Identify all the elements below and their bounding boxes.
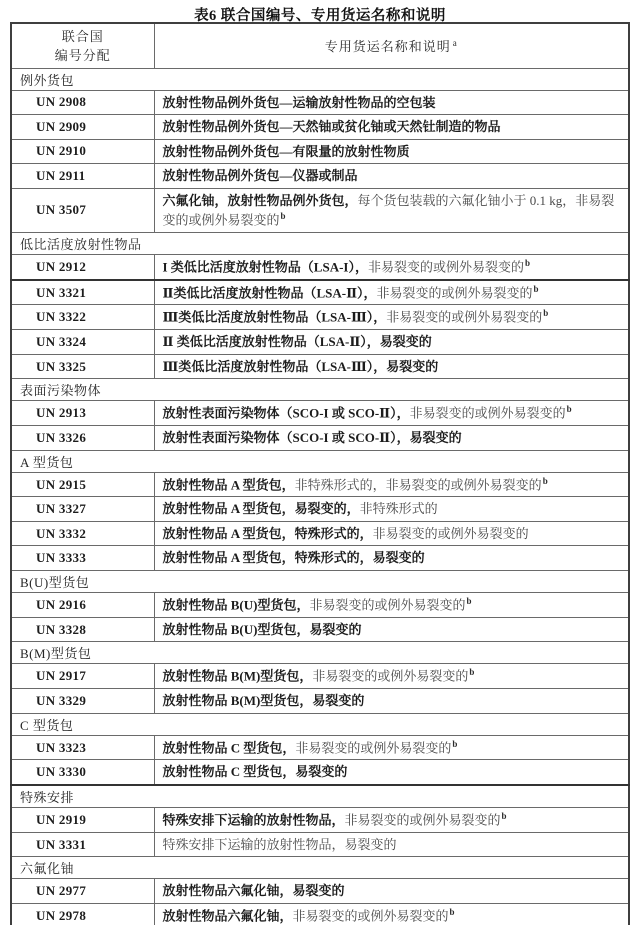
footnote-marker: b — [280, 211, 286, 221]
section-row — [11, 857, 629, 879]
description-light: 非易裂变的或例外易裂变的 — [368, 259, 525, 275]
table-row — [11, 497, 629, 522]
description-cell — [154, 330, 629, 355]
un-number: UN 2913 — [11, 401, 154, 426]
description-light: 非易裂变的或例外易裂变的 — [292, 908, 449, 924]
section-label: A 型货包 — [11, 450, 629, 472]
description-bold: Ⅱ 类低比活度放射性物品（LSA-Ⅱ），易裂变的 — [162, 334, 432, 350]
description-cell — [154, 664, 629, 689]
table-row — [11, 254, 629, 279]
name-column-header — [154, 23, 629, 68]
description-cell — [154, 903, 629, 925]
table-body — [11, 68, 629, 925]
table-row — [11, 305, 629, 330]
un-number: UN 3329 — [11, 689, 154, 714]
un-number: UN 3333 — [11, 546, 154, 571]
description-light: 特殊安排下运输的放射性物品，易裂变的 — [162, 836, 397, 852]
description-cell — [154, 254, 629, 279]
description-cell — [154, 521, 629, 546]
table-row — [11, 90, 629, 115]
description-bold: 放射性物品六氟化铀，易裂变的 — [162, 883, 345, 899]
description-bold: Ⅱ类低比活度放射性物品（LSA-Ⅱ）， — [162, 284, 377, 300]
un-number: UN 3328 — [11, 617, 154, 642]
description-bold: 放射性物品 B(U)型货包， — [162, 597, 310, 613]
un-column-header-line1: 联合国 — [61, 28, 104, 44]
un-number: UN 3507 — [11, 188, 154, 232]
description-cell — [154, 807, 629, 832]
table-row — [11, 760, 629, 785]
section-row — [11, 379, 629, 401]
un-number: UN 2911 — [11, 164, 154, 189]
header-row — [11, 23, 629, 68]
section-row — [11, 642, 629, 664]
description-light: 非易裂变的或例外易裂变的 — [409, 405, 566, 421]
description-cell — [154, 426, 629, 451]
footnote-marker: b — [469, 667, 475, 678]
un-column-header — [11, 23, 154, 68]
table-row — [11, 521, 629, 546]
name-column-header-label: 专用货运名称和说明 — [324, 39, 451, 55]
table-row — [11, 689, 629, 714]
table-row — [11, 903, 629, 925]
un-numbers-table — [10, 22, 630, 925]
footnote-marker: b — [542, 475, 548, 486]
description-cell — [154, 689, 629, 714]
description-bold: 特殊安排下运输的放射性物品， — [162, 812, 345, 828]
un-number: UN 3324 — [11, 330, 154, 355]
un-number: UN 3321 — [11, 280, 154, 305]
description-cell — [154, 879, 629, 904]
table-row — [11, 139, 629, 164]
un-number: UN 3332 — [11, 521, 154, 546]
section-label: 例外货包 — [11, 68, 629, 90]
un-number: UN 3327 — [11, 497, 154, 522]
footnote-marker: b — [449, 906, 455, 917]
description-cell — [154, 115, 629, 140]
description-light: 非易裂变的或例外易裂变的 — [309, 597, 466, 613]
description-cell — [154, 735, 629, 760]
description-cell — [154, 164, 629, 189]
section-row — [11, 232, 629, 254]
table-row — [11, 807, 629, 832]
description-light: 非易裂变的或例外易裂变的 — [312, 668, 469, 684]
un-number: UN 2916 — [11, 592, 154, 617]
description-bold: 放射性物品 B(U)型货包，易裂变的 — [162, 621, 362, 637]
description-cell — [154, 832, 629, 857]
footnote-marker: b — [501, 810, 507, 821]
un-number: UN 2917 — [11, 664, 154, 689]
description-bold: 放射性物品 B(M)型货包， — [162, 668, 313, 684]
section-label: 低比活度放射性物品 — [11, 232, 629, 254]
table-row — [11, 546, 629, 571]
description-bold: I 类低比活度放射性物品（LSA-I）， — [162, 259, 368, 275]
un-number: UN 2908 — [11, 90, 154, 115]
un-number: UN 2909 — [11, 115, 154, 140]
description-bold: 放射性物品 A 型货包，特殊形式的，易裂变的 — [162, 550, 425, 566]
un-number: UN 2912 — [11, 254, 154, 279]
description-light: 每个货包装载的六氟化铀小于 0.1 kg，非易裂变的或例外易裂变的 — [162, 192, 615, 228]
description-bold: 放射性物品 B(M)型货包，易裂变的 — [162, 693, 365, 709]
table-row — [11, 426, 629, 451]
description-light: 非特殊形式的 — [359, 501, 438, 517]
section-label: 六氟化铀 — [11, 857, 629, 879]
section-label: C 型货包 — [11, 713, 629, 735]
description-bold: 放射性物品 A 型货包，易裂变的， — [162, 501, 360, 517]
description-cell — [154, 139, 629, 164]
description-bold: 放射性物品 A 型货包，特殊形式的， — [162, 525, 373, 541]
description-cell — [154, 546, 629, 571]
table-row — [11, 401, 629, 426]
table-row — [11, 472, 629, 497]
description-bold: 放射性物品例外货包—有限量的放射性物质 — [162, 143, 410, 159]
description-bold: 放射性物品例外货包—天然铀或贫化铀或天然钍制造的物品 — [162, 119, 501, 134]
un-number: UN 3325 — [11, 354, 154, 379]
footnote-marker: b — [466, 595, 472, 606]
description-bold: 放射性物品例外货包—仪器或制品 — [162, 168, 358, 183]
description-cell — [154, 401, 629, 426]
un-number: UN 3326 — [11, 426, 154, 451]
un-column-header-line2: 编号分配 — [54, 47, 111, 63]
table-row — [11, 832, 629, 857]
description-cell — [154, 472, 629, 497]
table-row — [11, 354, 629, 379]
description-cell — [154, 188, 629, 232]
section-row — [11, 785, 629, 808]
description-bold: 六氟化铀，放射性物品例外货包， — [162, 192, 358, 208]
un-number: UN 3322 — [11, 305, 154, 330]
description-light: 非易裂变的或例外易裂变的 — [372, 525, 529, 541]
table-row — [11, 879, 629, 904]
table-row — [11, 592, 629, 617]
description-light: 非易裂变的或例外易裂变的 — [344, 812, 501, 828]
description-cell — [154, 760, 629, 785]
description-bold: Ⅲ类低比活度放射性物品（LSA-Ⅲ）， — [162, 309, 387, 325]
description-cell — [154, 90, 629, 115]
section-row — [11, 68, 629, 90]
footnote-a-marker: a — [452, 37, 458, 48]
description-bold: 放射性物品六氟化铀， — [162, 908, 293, 924]
description-cell — [154, 592, 629, 617]
footnote-marker: b — [452, 738, 458, 749]
description-light: 非特殊形式的，非易裂变的或例外易裂变的 — [294, 476, 542, 492]
description-light: 非易裂变的或例外易裂变的 — [386, 309, 543, 325]
footnote-marker: b — [533, 283, 539, 294]
section-label: B(U)型货包 — [11, 570, 629, 592]
description-light: 非易裂变的或例外易裂变的 — [376, 284, 533, 300]
un-number: UN 2919 — [11, 807, 154, 832]
section-label: 特殊安排 — [11, 785, 629, 808]
description-bold: 放射性物品 A 型货包， — [162, 476, 295, 492]
table-row — [11, 617, 629, 642]
description-cell — [154, 617, 629, 642]
description-bold: 放射性物品 C 型货包，易裂变的 — [162, 764, 348, 780]
table-title: 表6 联合国编号、专用货运名称和说明 — [194, 8, 446, 24]
table-row — [11, 164, 629, 189]
un-number: UN 2915 — [11, 472, 154, 497]
un-number: UN 3331 — [11, 832, 154, 857]
table-row — [11, 188, 629, 232]
description-cell — [154, 305, 629, 330]
un-number: UN 2977 — [11, 879, 154, 904]
un-number: UN 2910 — [11, 139, 154, 164]
description-bold: Ⅲ类低比活度放射性物品（LSA-Ⅲ），易裂变的 — [162, 358, 439, 374]
un-number: UN 3323 — [11, 735, 154, 760]
table-row — [11, 664, 629, 689]
description-cell — [154, 497, 629, 522]
section-row — [11, 450, 629, 472]
section-row — [11, 713, 629, 735]
section-label: 表面污染物体 — [11, 379, 629, 401]
description-light: 非易裂变的或例外易裂变的 — [295, 739, 452, 755]
un-number: UN 2978 — [11, 903, 154, 925]
description-bold: 放射性物品例外货包—运输放射性物品的空包装 — [162, 94, 436, 110]
description-cell — [154, 354, 629, 379]
table-row — [11, 330, 629, 355]
description-bold: 放射性表面污染物体（SCO-I 或 SCO-Ⅱ），易裂变的 — [162, 430, 462, 446]
section-label: B(M)型货包 — [11, 642, 629, 664]
un-number: UN 3330 — [11, 760, 154, 785]
description-bold: 放射性物品 C 型货包， — [162, 739, 296, 755]
footnote-marker: b — [525, 257, 531, 268]
section-row — [11, 570, 629, 592]
table-row — [11, 115, 629, 140]
table-row — [11, 735, 629, 760]
footnote-marker: b — [543, 308, 549, 319]
description-cell — [154, 280, 629, 305]
description-bold: 放射性表面污染物体（SCO-I 或 SCO-Ⅱ）， — [162, 405, 410, 421]
footnote-marker: b — [566, 404, 572, 415]
table-row — [11, 280, 629, 305]
